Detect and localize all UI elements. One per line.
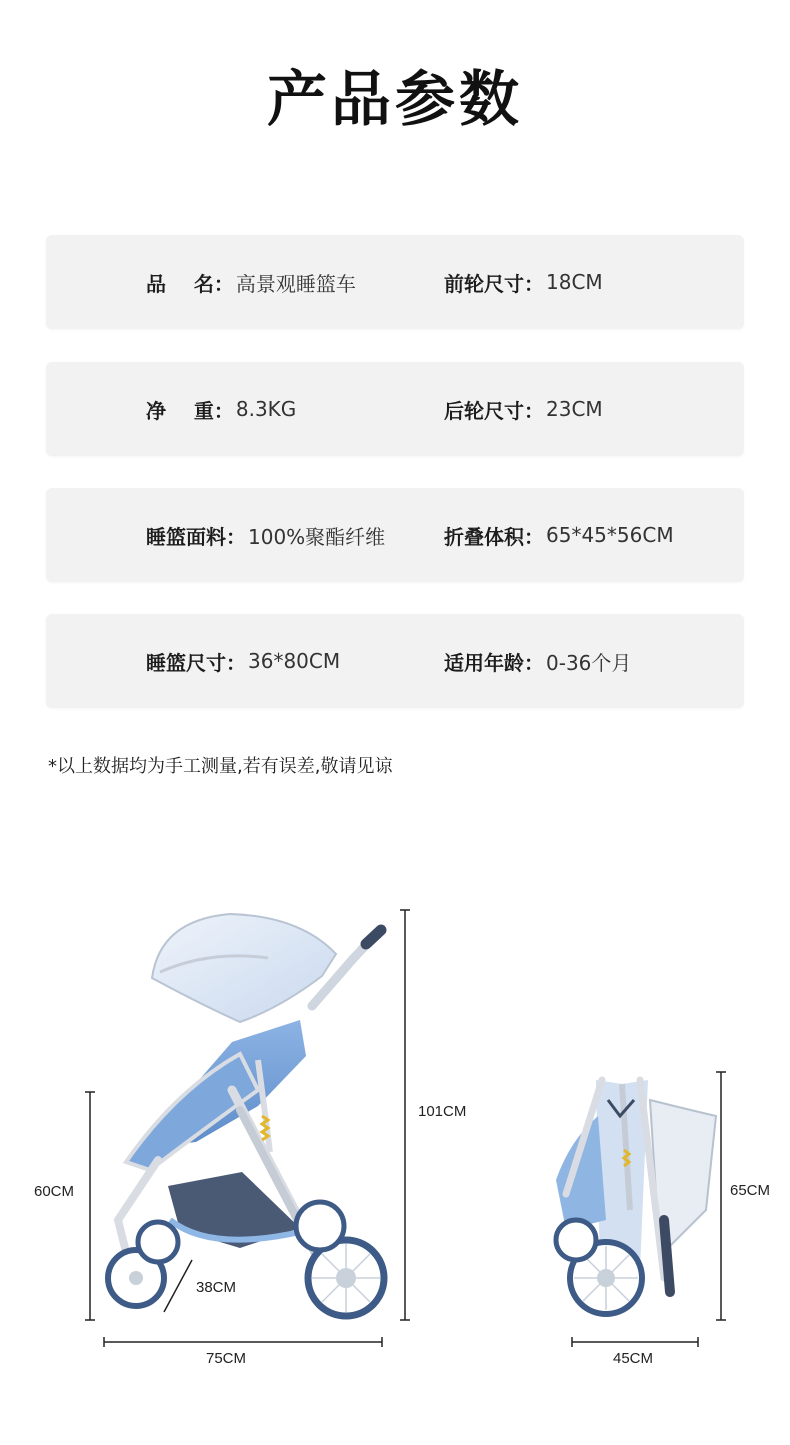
spec-label: 品 名： [146, 271, 234, 296]
spec-value: 高景观睡篮车 [235, 271, 356, 296]
spec-value: 65*45*56CM [546, 523, 674, 547]
spec-label: 后轮尺寸： [444, 398, 544, 423]
spec-value: 23CM [546, 397, 603, 421]
spec-row-size [46, 614, 744, 708]
spec-value: 8.3KG [235, 397, 297, 421]
dimension-label-length: 75CM [206, 1350, 247, 1367]
page-title: 产品参数 [267, 65, 523, 135]
spec-value: 18CM [546, 270, 603, 294]
spec-row-name [46, 235, 744, 329]
spec-label: 睡篮面料： [146, 524, 246, 549]
spec-label: 前轮尺寸： [444, 271, 544, 296]
stroller-dimension-illustration [0, 880, 790, 1400]
spec-label: 睡篮尺寸： [146, 650, 246, 675]
stroller-folded [556, 1080, 716, 1314]
spec-label: 适用年龄： [444, 650, 544, 675]
stroller-unfolded [108, 914, 384, 1316]
dimension-label-wheel-depth: 38CM [196, 1279, 237, 1296]
spec-row-weight [46, 362, 744, 456]
spec-value: 100%聚酯纤维 [248, 524, 386, 549]
spec-value: 0-36个月 [546, 650, 632, 675]
measurement-note: *以上数据均为手工测量,若有误差,敬请见谅 [48, 756, 393, 777]
spec-value: 36*80CM [248, 649, 341, 673]
dimension-label-seat-height: 60CM [34, 1183, 75, 1200]
spec-label: 净 重： [146, 398, 234, 423]
spec-row-fabric [46, 488, 744, 582]
spec-label: 折叠体积： [444, 524, 544, 549]
dimension-label-height: 101CM [418, 1103, 467, 1120]
dimension-label-folded-width: 45CM [613, 1350, 654, 1367]
dimension-label-folded-height: 65CM [730, 1182, 771, 1199]
